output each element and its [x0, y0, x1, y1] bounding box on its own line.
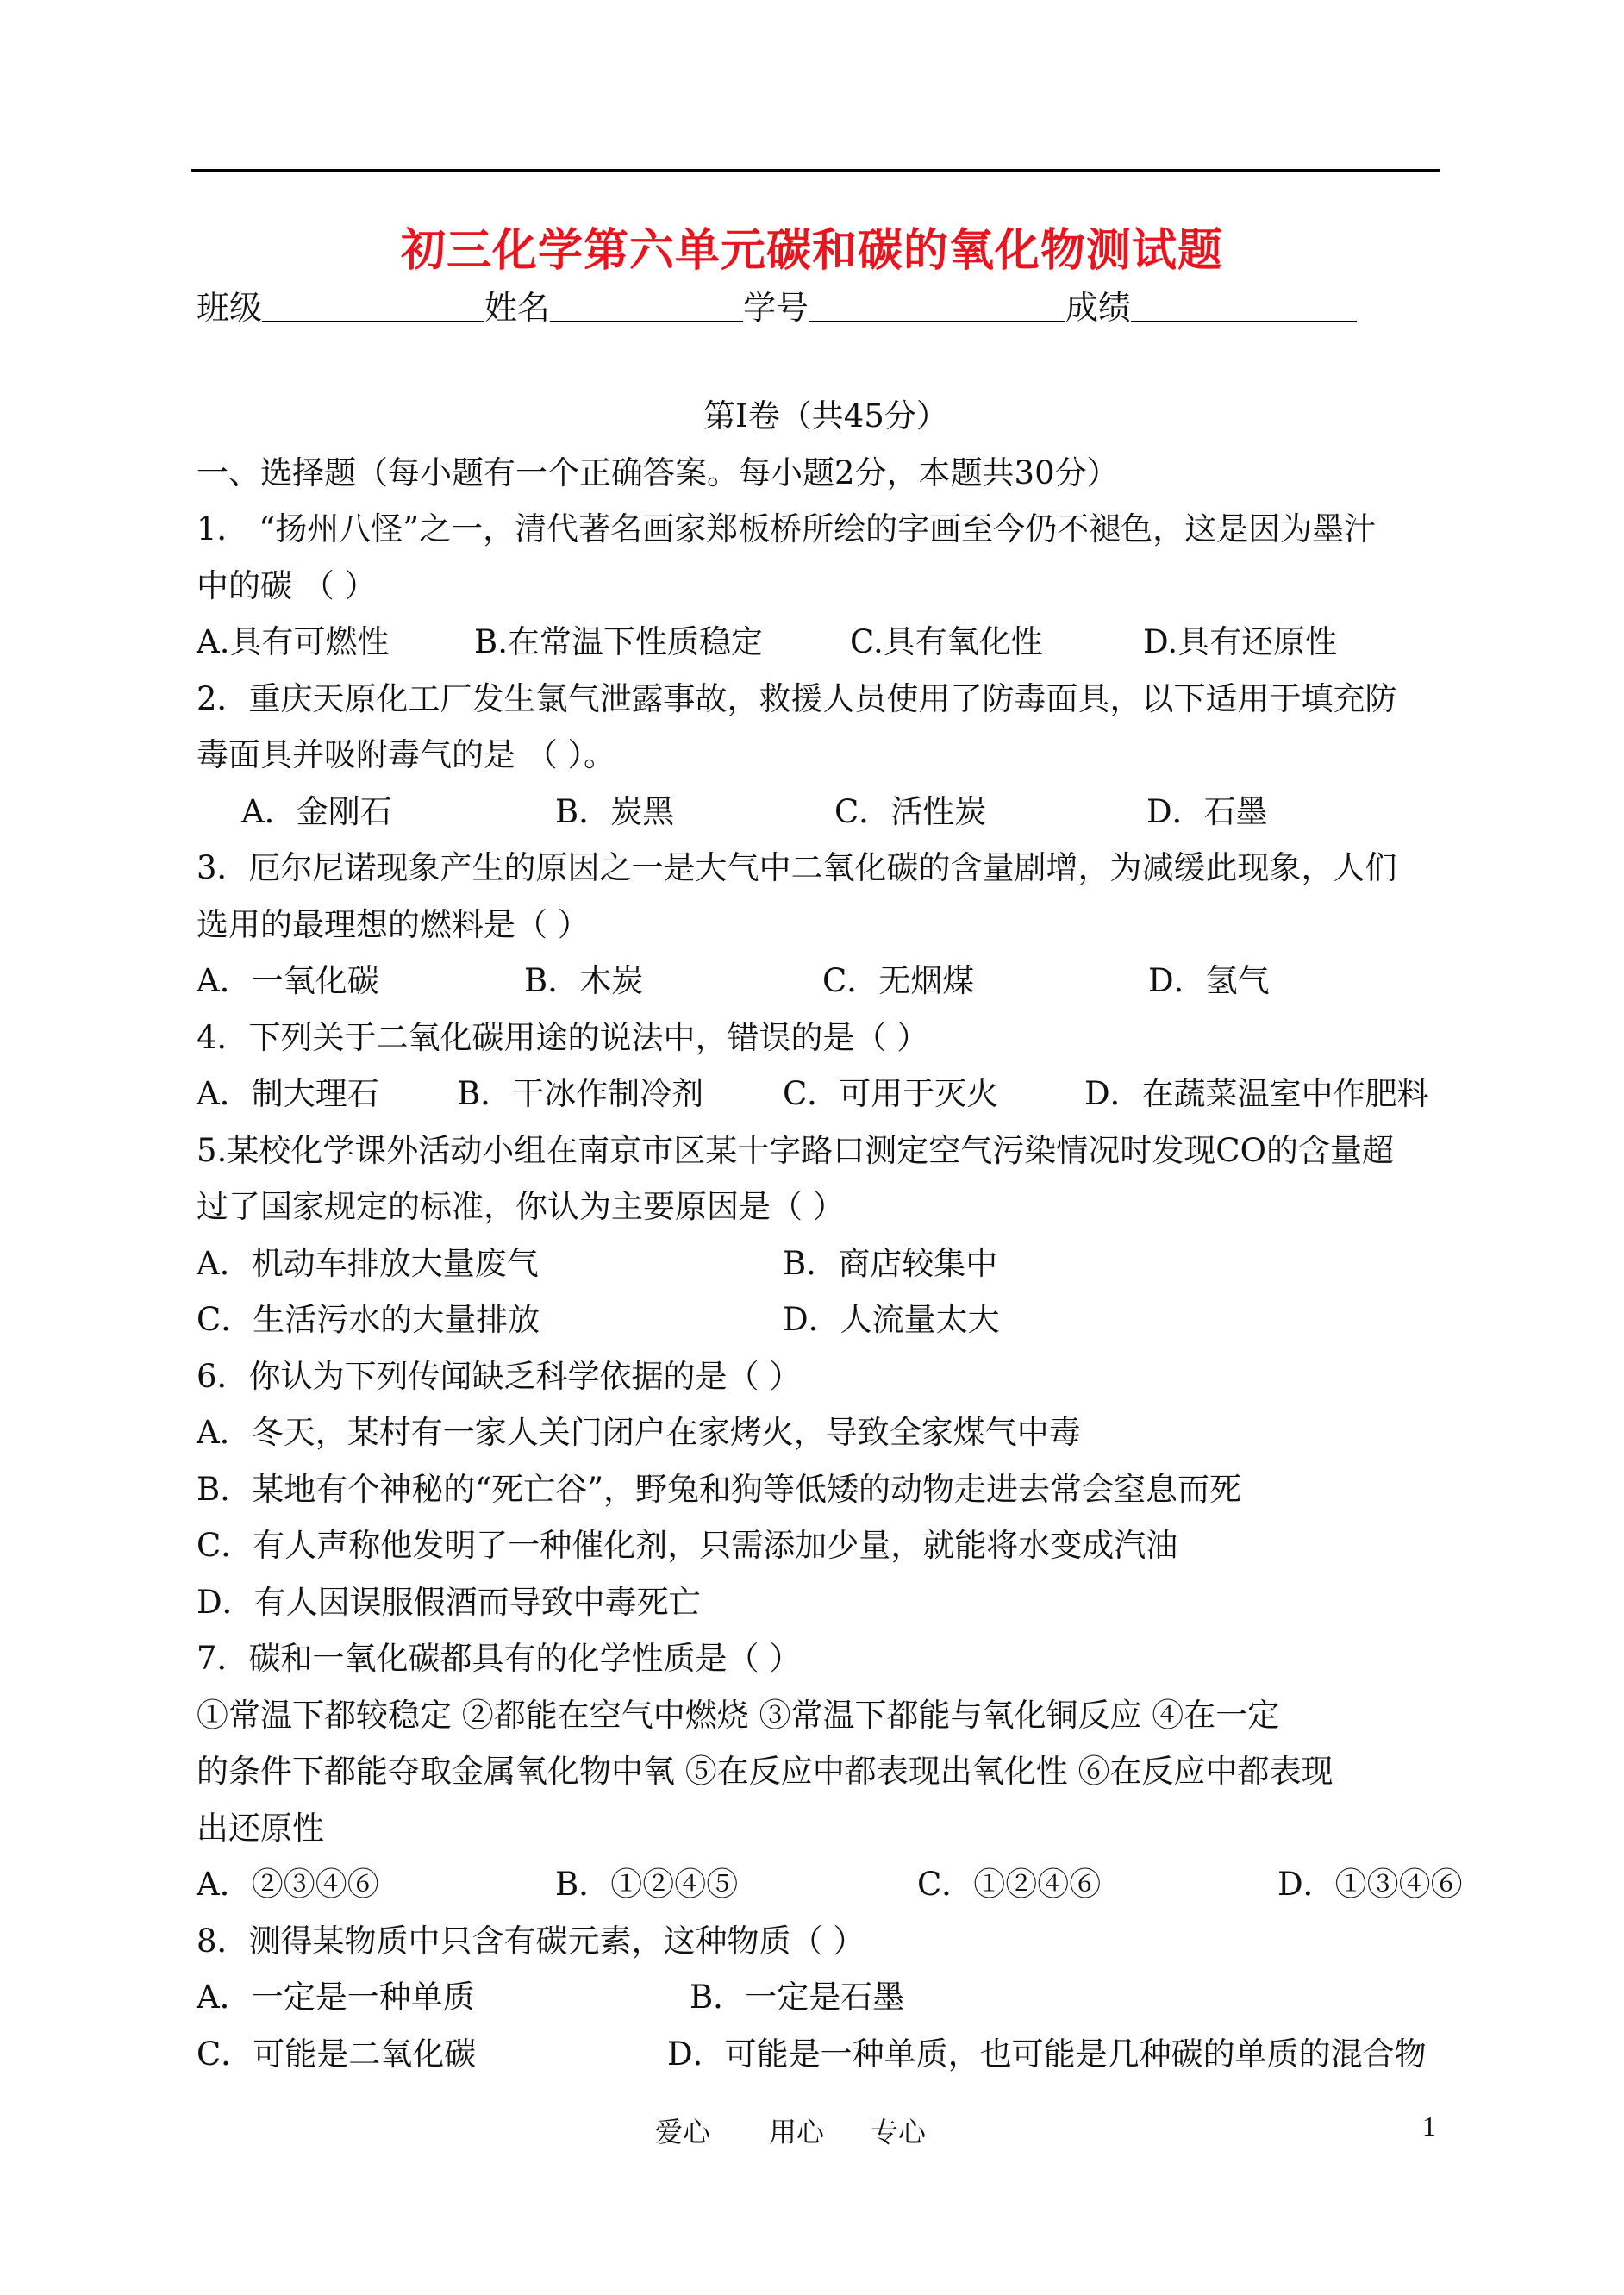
footer-motto-3: 专心 [871, 2116, 927, 2148]
option-b: B.在常温下性质稳定 [474, 623, 763, 660]
option-d: D．有人因误服假酒而导致中毒死亡 [197, 1583, 701, 1621]
question-6-text: 6．你认为下列传闻缺乏科学依据的是（ ） [197, 1357, 802, 1395]
page-number: 1 [1422, 2111, 1436, 2142]
question-7-statements-cont: 的条件下都能夺取金属氧化物中氧 ⑤在反应中都表现出氧化性 ⑥在反应中都表现 [197, 1753, 1334, 1790]
score-blank[interactable] [1131, 290, 1357, 322]
student-number-label: 学号 [743, 289, 809, 327]
question-5-options-row1 [197, 1235, 1455, 1292]
option-d: D．氢气 [1148, 962, 1270, 999]
student-info-row [197, 281, 1357, 328]
option-b: B．一定是石墨 [690, 1979, 905, 2016]
section-heading: 一、选择题（每小题有一个正确答案。每小题2分，本题共30分） [197, 453, 1119, 491]
option-c: C.具有氧化性 [850, 623, 1043, 660]
exam-content [197, 388, 1463, 2082]
option-b: B．①②④⑤ [555, 1866, 739, 1903]
option-d: D．石墨 [1146, 792, 1268, 830]
volume-heading: 第Ⅰ卷（共45分） [703, 397, 948, 435]
option-b: B．商店较集中 [783, 1244, 998, 1282]
question-5-text: 5.某校化学课外活动小组在南京市区某十字路口测定空气污染情况时发现CO的含量超 [197, 1131, 1394, 1169]
option-d: D．①③④⑥ [1277, 1866, 1463, 1903]
question-8-text: 8．测得某物质中只含有碳元素，这种物质（ ） [197, 1922, 865, 1960]
option-c: C．①②④⑥ [917, 1866, 1102, 1903]
option-a: A．金刚石 [241, 792, 392, 830]
option-a: A．一定是一种单质 [197, 1979, 475, 2016]
question-7-options [197, 1856, 1463, 1913]
question-3-text-cont: 选用的最理想的燃料是（ ） [197, 905, 590, 943]
question-3-options [197, 953, 1455, 1010]
option-a: A.具有可燃性 [197, 623, 390, 660]
option-b: B．木炭 [524, 962, 644, 999]
question-5-options-row2 [197, 1291, 1455, 1348]
question-4-text: 4．下列关于二氧化碳用途的说法中，错误的是（ ） [197, 1018, 929, 1056]
class-blank[interactable] [262, 290, 484, 322]
option-b: B．炭黑 [555, 792, 675, 830]
option-c: C．活性炭 [834, 792, 987, 830]
footer-motto-1: 爱心 [655, 2116, 711, 2148]
question-1-text: 1． “扬州八怪”之一，清代著名画家郑板桥所绘的字画至今仍不褪色，这是因为墨汁 [197, 510, 1377, 547]
option-a: A．冬天，某村有一家人关门闭户在家烤火，导致全家煤气中毒 [197, 1414, 1081, 1451]
question-2-text-cont: 毒面具并吸附毒气的是 （ ）。 [197, 736, 616, 773]
header-rule [191, 169, 1440, 172]
question-7-statements-end: 出还原性 [197, 1809, 324, 1847]
question-7-statements: ①常温下都较稳定 ②都能在空气中燃烧 ③常温下都能与氧化铜反应 ④在一定 [197, 1696, 1280, 1734]
page-title: 初三化学第六单元碳和碳的氧化物测试题 [400, 225, 1223, 277]
option-d: D．在蔬菜温室中作肥料 [1084, 1075, 1429, 1112]
option-c: C．可能是二氧化碳 [197, 2035, 477, 2073]
option-a: A．②③④⑥ [197, 1866, 379, 1903]
option-a: A．机动车排放大量废气 [197, 1244, 539, 1282]
option-c: C．无烟煤 [822, 962, 975, 999]
option-c: C．有人声称他发明了一种催化剂，只需添加少量，就能将水变成汽油 [197, 1527, 1178, 1564]
student-number-blank[interactable] [809, 290, 1065, 322]
option-d: D.具有还原性 [1143, 623, 1338, 660]
question-2-options [197, 784, 1455, 841]
question-5-text-cont: 过了国家规定的标准，你认为主要原因是（ ） [197, 1188, 845, 1225]
question-2-text: 2．重庆天原化工厂发生氯气泄露事故，救援人员使用了防毒面具，以下适用于填充防 [197, 679, 1397, 717]
question-1-text-cont: 中的碳 （ ） [197, 566, 377, 604]
option-a: A．制大理石 [197, 1075, 379, 1112]
option-d: D．人流量太大 [783, 1301, 1000, 1338]
option-c: C．生活污水的大量排放 [197, 1301, 540, 1338]
name-blank[interactable] [550, 290, 743, 322]
score-label: 成绩 [1065, 289, 1132, 327]
question-7-text: 7．碳和一氧化碳都具有的化学性质是（ ） [197, 1640, 802, 1677]
question-1-options [197, 614, 1455, 671]
question-4-options [197, 1066, 1455, 1122]
footer-motto-2: 用心 [769, 2116, 825, 2148]
option-a: A．一氧化碳 [197, 962, 379, 999]
question-8-options-row2 [197, 2026, 1455, 2083]
option-b: B．某地有个神秘的“死亡谷”，野兔和狗等低矮的动物走进去常会窒息而死 [197, 1470, 1242, 1508]
option-b: B．干冰作制冷剂 [457, 1075, 704, 1112]
option-c: C．可用于灭火 [783, 1075, 999, 1112]
option-d: D．可能是一种单质，也可能是几种碳的单质的混合物 [667, 2035, 1427, 2073]
question-3-text: 3．厄尔尼诺现象产生的原因之一是大气中二氧化碳的含量剧增，为减缓此现象，人们 [197, 849, 1397, 886]
name-label: 姓名 [484, 289, 551, 327]
question-8-options-row1 [197, 1969, 1455, 2026]
class-label: 班级 [197, 289, 263, 327]
